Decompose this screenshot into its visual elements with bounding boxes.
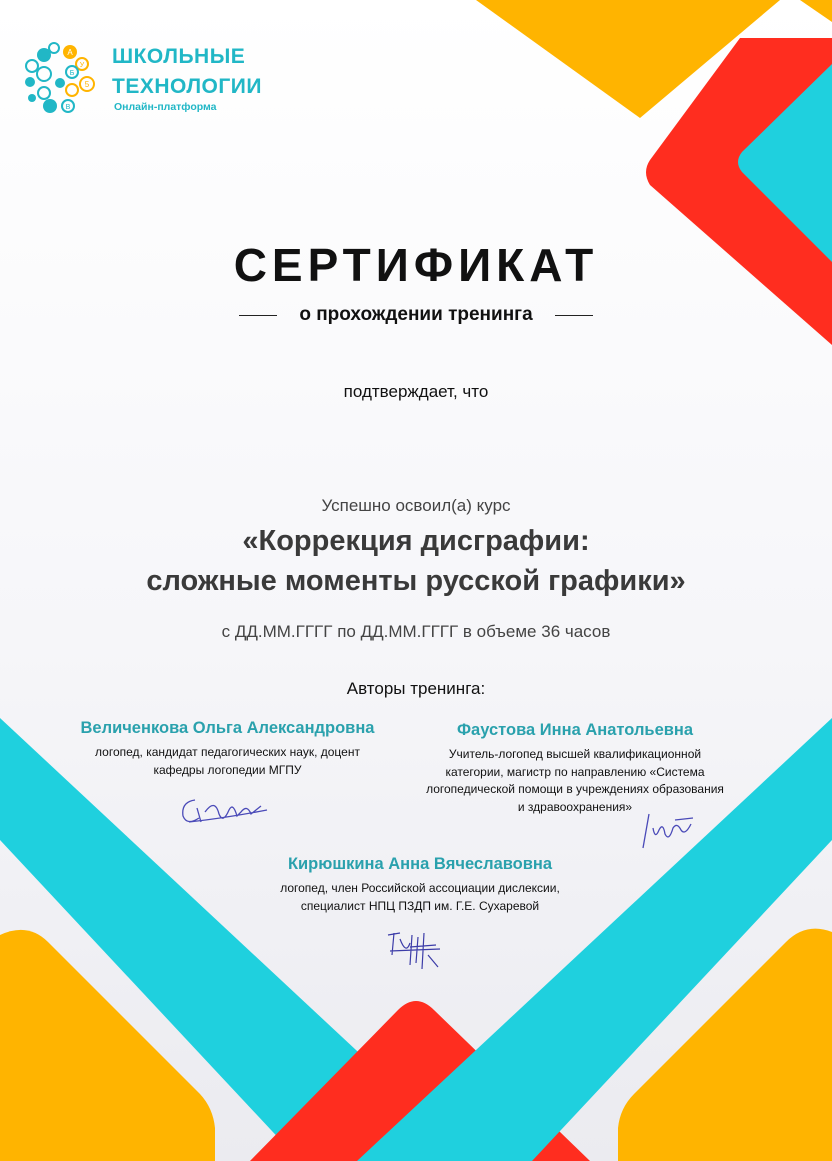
author-block [55, 719, 400, 779]
author-name: Фаустова Инна Анатольевна [456, 721, 694, 739]
author-name: Величенкова Ольга Александровна [80, 719, 375, 737]
author-desc-line: логопедической помощи в учреждениях образования [426, 782, 724, 796]
course-title-line-1: «Коррекция дисграфии: [242, 525, 590, 557]
confirms-text: подтверждает, что [343, 382, 489, 401]
author-desc-line: логопед, член Российской ассоциации дислексии, [280, 881, 560, 895]
certificate-subtitle: о прохождении тренинга [299, 304, 533, 325]
authors-label: Авторы тренинга: [346, 679, 486, 698]
author-desc-line: категории, магистр по направлению «Система [445, 764, 705, 779]
author-description [55, 744, 400, 779]
logo-letter-u: У [79, 62, 85, 69]
logo-letter-v: В [65, 104, 71, 111]
logo-line-1: ШКОЛЬНЫЕ [112, 45, 246, 68]
author-3-signature [380, 925, 448, 973]
author-block [400, 721, 750, 816]
logo-line-2: ТЕХНОЛОГИИ [112, 75, 262, 98]
author-block [220, 855, 620, 915]
author-desc-line: Учитель-логопед высшей квалификационной [448, 747, 702, 761]
logo-bubbles-icon [22, 38, 102, 118]
course-title-line-2: сложные моменты русской графики» [146, 565, 686, 597]
author-desc-line: логопед, кандидат педагогических наук, доцент [95, 745, 360, 759]
left-divider [239, 315, 277, 316]
logo-tagline: Онлайн-платформа [114, 101, 217, 113]
platform-logo [22, 38, 282, 118]
author-2-signature [635, 808, 699, 852]
author-desc-line: кафедры логопедии МГПУ [153, 762, 302, 777]
logo-letter-b: Б [69, 70, 75, 77]
author-name: Кирюшкина Анна Вячеславовна [287, 855, 553, 873]
completed-text: Успешно освоил(а) курс [321, 496, 511, 515]
orange-corner-top-right [800, 0, 832, 22]
subtitle-row [0, 304, 832, 326]
author-desc-line: и здравоохранения» [517, 799, 633, 814]
course-dates: с ДД.ММ.ГГГГ по ДД.ММ.ГГГГ в объеме 36 часов [221, 622, 611, 641]
author-1-signature [175, 788, 275, 834]
certificate-title: СЕРТИФИКАТ [233, 239, 599, 291]
author-description [220, 880, 620, 915]
logo-letter-a: А [67, 48, 73, 57]
right-divider [555, 315, 593, 316]
logo-digit-5: 5 [84, 80, 90, 89]
author-desc-line: специалист НПЦ ПЗДП им. Г.Е. Сухаревой [300, 898, 540, 913]
author-description [400, 746, 750, 816]
